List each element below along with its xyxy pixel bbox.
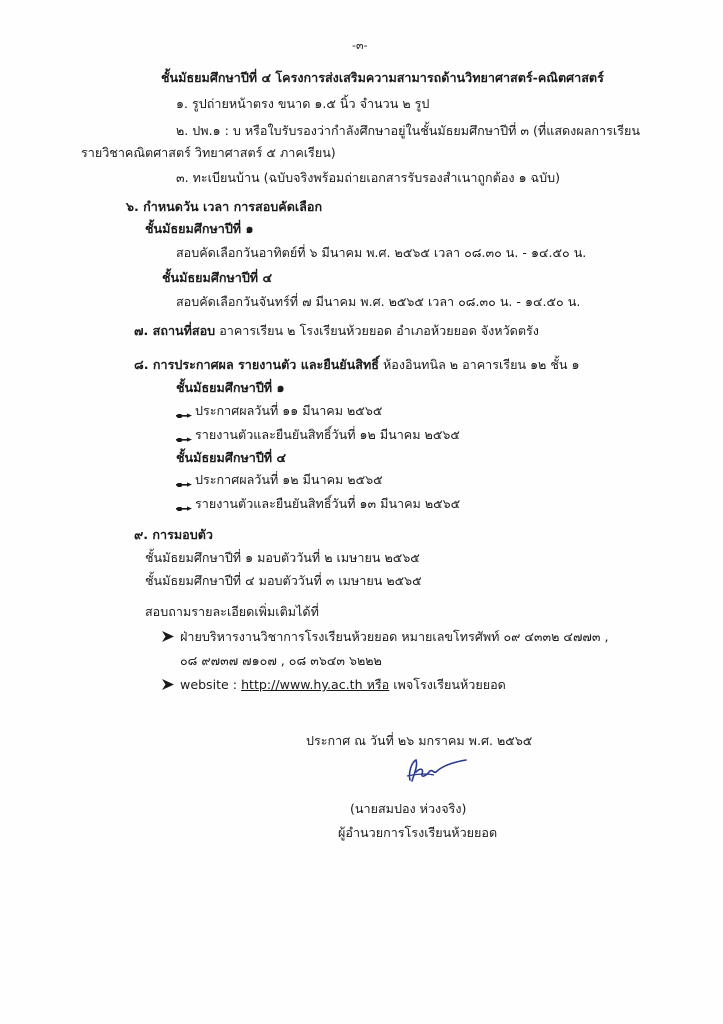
grade4-item-3: ๓. ทะเบียนบ้าน (ฉบับจริงพร้อมถ่ายเอกสารรับรองสำเนาถูกต้อง ๑ ฉบับ) xyxy=(176,170,561,185)
section8-m4-report: รายงานตัวและยืนยันสิทธิ์วันที่ ๑๓ มีนาคม ๒๕๖๕ xyxy=(195,496,461,511)
section9-heading: ๙. การมอบตัว xyxy=(134,527,213,542)
contact-dept-line-1 xyxy=(162,629,609,646)
arrow-bullet-icon xyxy=(162,678,176,694)
section6-m1-label: ชั้นมัธยมศึกษาปีที่ ๑ xyxy=(145,221,254,236)
website-link[interactable]: http://www.hy.ac.th xyxy=(241,677,363,692)
page-number: -๓- xyxy=(352,39,368,52)
section8-m4-item-1 xyxy=(176,472,383,488)
section6-m4-label: ชั้นมัธยมศึกษาปีที่ ๔ xyxy=(162,270,273,285)
contact-dept-text: ฝ่ายบริหารงานวิชาการโรงเรียนห้วยยอด หมายเลขโทรศัพท์ ๐๙ ๔๓๓๒ ๔๗๗๓ , xyxy=(180,629,609,644)
section8-m1-label: ชั้นมัธยมศึกษาปีที่ ๑ xyxy=(176,380,285,395)
section9-line-2: ชั้นมัธยมศึกษาปีที่ ๔ มอบตัววันที่ ๓ เมษายน ๒๕๖๕ xyxy=(145,573,422,588)
signer-title: ผู้อำนวยการโรงเรียนห้วยยอด xyxy=(338,825,498,840)
section6-heading: ๖. กำหนดวัน เวลา การสอบคัดเลือก xyxy=(126,199,323,214)
section8-m1-item-2 xyxy=(176,427,460,443)
announcement-date: ประกาศ ณ วันที่ ๒๖ มกราคม พ.ศ. ๒๕๖๕ xyxy=(306,733,533,748)
section8-m4-item-2 xyxy=(176,496,460,512)
section8-m4-label: ชั้นมัธยมศึกษาปีที่ ๔ xyxy=(176,450,287,465)
section8-line xyxy=(134,357,580,373)
section8-m1-announce: ประกาศผลวันที่ ๑๑ มีนาคม ๒๕๖๕ xyxy=(195,403,383,418)
pointing-hand-icon xyxy=(176,477,194,485)
section8-m1-item-1 xyxy=(176,403,382,419)
website-or: หรือ xyxy=(362,677,390,692)
section7-detail: อาคารเรียน ๒ โรงเรียนห้วยยอด อำเภอห้วยยอด จังหวัดตรัง xyxy=(215,323,539,338)
grade4-item-2-cont: รายวิชาคณิตศาสตร์ วิทยาศาสตร์ ๕ ภาคเรียน) xyxy=(81,145,336,160)
section9-line-1: ชั้นมัธยมศึกษาปีที่ ๑ มอบตัววันที่ ๒ เมษายน ๒๕๖๕ xyxy=(145,550,420,565)
grade4-item-1: ๑. รูปถ่ายหน้าตรง ขนาด ๑.๕ นิ้ว จำนวน ๒ รูป xyxy=(176,96,430,111)
website-label: website : xyxy=(180,677,242,692)
contact-intro: สอบถามรายละเอียดเพิ่มเติมได้ที่ xyxy=(145,604,319,619)
section6-m4-detail: สอบคัดเลือกวันจันทร์ที่ ๗ มีนาคม พ.ศ. ๒๕๖๕ เวลา ๐๘.๓๐ น. - ๑๔.๕๐ น. xyxy=(176,294,581,309)
section7-line xyxy=(134,323,539,339)
arrow-bullet-icon xyxy=(162,630,176,646)
grade4-item-2: ๒. ปพ.๑ : บ หรือใบรับรองว่ากำลังศึกษาอยู่ในชั้นมัธยมศึกษาปีที่ ๓ (ที่แสดงผลการเรียน xyxy=(176,123,640,138)
pointing-hand-icon xyxy=(176,501,194,509)
section8-location: ห้องอินทนิล ๒ อาคารเรียน ๑๒ ชั้น ๑ xyxy=(378,357,580,372)
section7-heading: ๗. สถานที่สอบ xyxy=(134,323,216,338)
section8-heading: ๘. การประกาศผล รายงานตัว และยืนยันสิทธิ์ xyxy=(134,357,379,372)
signer-name: (นายสมปอง ห่วงจริง) xyxy=(350,801,467,816)
contact-website-line xyxy=(162,677,506,694)
grade4-project-title: ชั้นมัธยมศึกษาปีที่ ๔ โครงการส่งเสริมความสามารถด้านวิทยาศาสตร์-คณิตศาสตร์ xyxy=(161,70,604,85)
signature-image xyxy=(402,754,472,792)
section8-m1-report: รายงานตัวและยืนยันสิทธิ์วันที่ ๑๒ มีนาคม ๒๕๖๕ xyxy=(195,427,460,442)
contact-dept-line-2: ๐๘ ๙๗๓๗ ๗๑๐๗ , ๐๘ ๓๖๔๓ ๖๒๒๒ xyxy=(180,653,382,668)
pointing-hand-icon xyxy=(176,432,194,440)
section6-m1-detail: สอบคัดเลือกวันอาทิตย์ที่ ๖ มีนาคม พ.ศ. ๒๕๖๕ เวลา ๐๘.๓๐ น. - ๑๔.๕๐ น. xyxy=(176,245,587,260)
pointing-hand-icon xyxy=(176,408,194,416)
facebook-page-text: เพจโรงเรียนห้วยยอด xyxy=(389,677,506,692)
section8-m4-announce: ประกาศผลวันที่ ๑๒ มีนาคม ๒๕๖๕ xyxy=(195,472,383,487)
